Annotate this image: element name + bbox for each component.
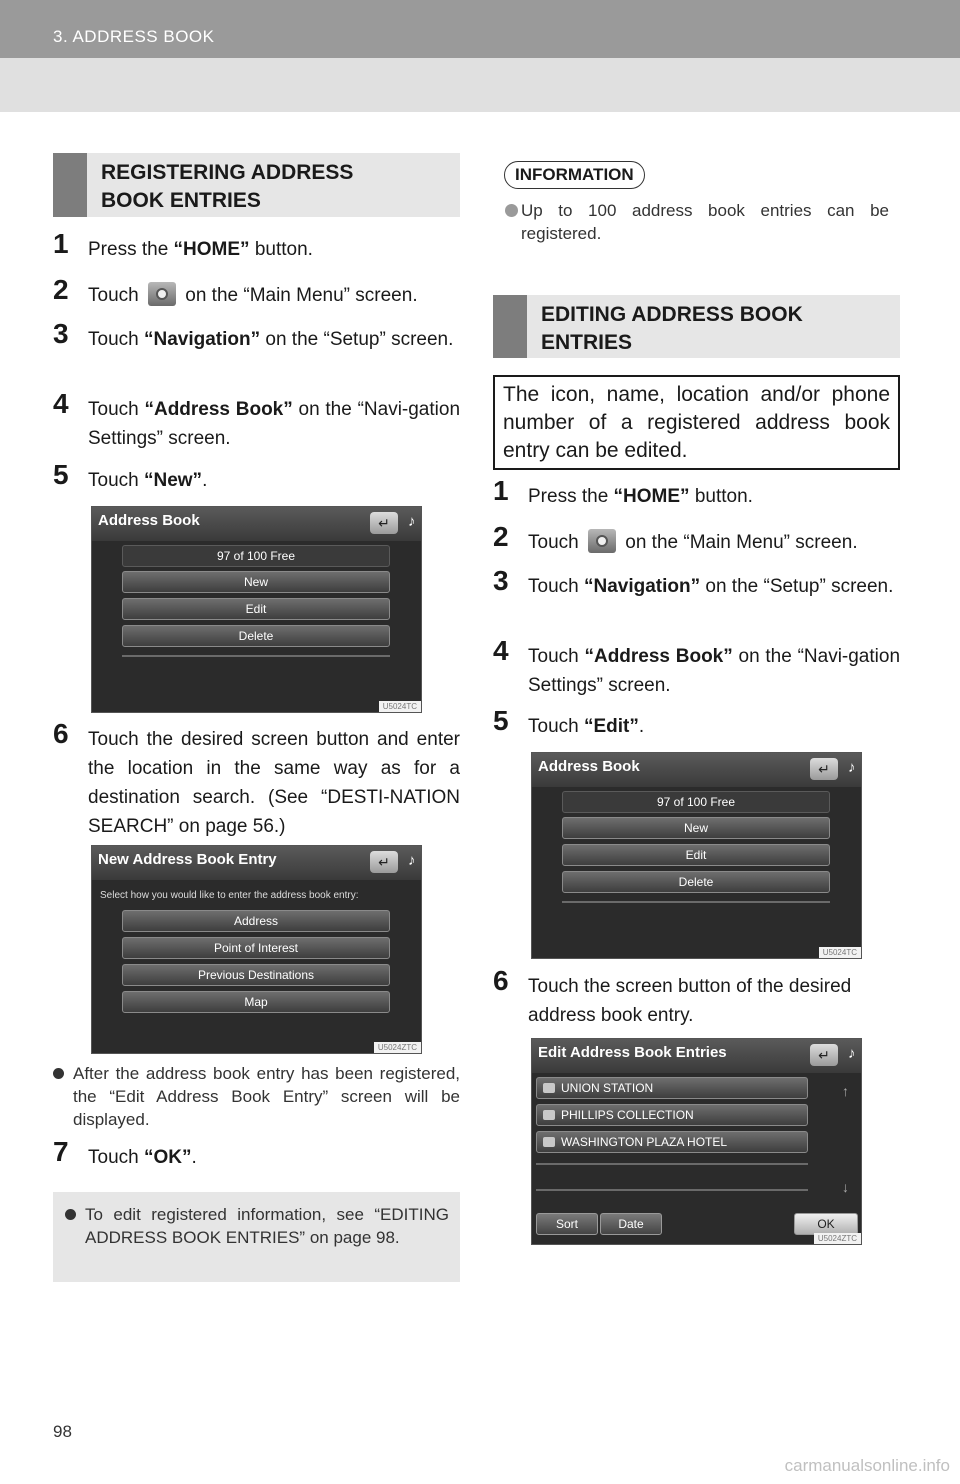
bullet-icon	[53, 1068, 64, 1079]
step-number: 7	[53, 1136, 69, 1167]
chapter-title: 3. ADDRESS BOOK	[53, 27, 215, 46]
audio-icon: ♪	[848, 759, 856, 776]
poi-button: Point of Interest	[122, 937, 390, 959]
step-text: Press the “HOME” button.	[88, 239, 313, 260]
entry-phillips-collection: PHILLIPS COLLECTION	[536, 1104, 808, 1126]
free-count-row: 97 of 100 Free	[562, 791, 830, 813]
date-button: Date	[600, 1213, 662, 1235]
screen-title: New Address Book Entry	[98, 851, 277, 868]
audio-icon: ♪	[408, 513, 416, 530]
editing-intro-box: The icon, name, location and/or phone number of a registered address book entry can be edited.	[493, 375, 900, 470]
edit-button: Edit	[562, 844, 830, 866]
step-text: Press the “HOME” button.	[528, 486, 753, 507]
address-book-screen-2	[531, 752, 862, 959]
audio-icon: ♪	[848, 1045, 856, 1062]
screen-title: Address Book	[98, 512, 200, 529]
divider	[536, 1189, 808, 1191]
delete-button: Delete	[122, 625, 390, 647]
step-text: Touch “Navigation” on the “Setup” screen.	[528, 576, 894, 597]
registering-section-heading	[53, 153, 460, 217]
new-button: New	[562, 817, 830, 839]
scroll-up-icon: ↑	[842, 1083, 849, 1099]
entry-union-station: UNION STATION	[536, 1077, 808, 1099]
step-text: Touch “Navigation” on the “Setup” screen.	[88, 329, 454, 350]
entry-icon	[543, 1110, 555, 1120]
information-text: Up to 100 address book entries can be registered.	[521, 201, 889, 243]
step-text: Touch “OK”.	[88, 1147, 197, 1168]
step-number: 4	[493, 635, 509, 666]
edit-entries-screen	[531, 1038, 862, 1245]
figure-code: U5024TC	[379, 701, 421, 712]
info-bullet-icon	[505, 204, 518, 217]
edit-button: Edit	[122, 598, 390, 620]
editing-heading-text: EDITING ADDRESS BOOK ENTRIES	[541, 303, 803, 354]
sort-button: Sort	[536, 1213, 598, 1235]
back-icon: ↵	[810, 758, 838, 780]
entry-prompt: Select how you would like to enter the address book entry:	[100, 890, 359, 901]
step-text: Touch the desired screen button and enter the location in the same way as for a destination search. (See “DESTI-NATION SEARCH” on page 56.)	[88, 729, 460, 837]
previous-destinations-button: Previous Destinations	[122, 964, 390, 986]
header-sub-band	[0, 58, 960, 112]
divider	[536, 1163, 808, 1165]
step-number: 3	[493, 565, 509, 596]
heading-stripe	[493, 295, 527, 358]
step-number: 6	[493, 965, 509, 996]
step-number: 2	[53, 274, 69, 305]
figure-code: U5024ZTC	[374, 1042, 421, 1053]
back-icon: ↵	[370, 851, 398, 873]
step-text: Touch “Address Book” on the “Navi-gation Settings” screen.	[88, 399, 461, 449]
back-icon: ↵	[370, 512, 398, 534]
editing-section-heading	[493, 295, 900, 358]
step-number: 5	[53, 459, 69, 490]
free-count-row: 97 of 100 Free	[122, 545, 390, 567]
step-number: 2	[493, 521, 509, 552]
entry-icon	[543, 1137, 555, 1147]
divider	[122, 655, 390, 657]
step-text: Touch “Edit”.	[528, 716, 645, 737]
watermark: carmanualsonline.info	[784, 1456, 950, 1475]
bullet-icon	[65, 1209, 76, 1220]
divider	[562, 901, 830, 903]
registering-heading-text: REGISTERING ADDRESS BOOK ENTRIES	[101, 161, 354, 212]
figure-code: U5024ZTC	[814, 1233, 861, 1244]
edit-tip-box	[53, 1192, 460, 1282]
step-number: 5	[493, 705, 509, 736]
new-entry-screen	[91, 845, 422, 1054]
chapter-header-bar	[0, 0, 960, 58]
entry-washington-plaza-hotel: WASHINGTON PLAZA HOTEL	[536, 1131, 808, 1153]
step-number: 6	[53, 718, 69, 749]
entry-icon	[543, 1083, 555, 1093]
audio-icon: ♪	[408, 852, 416, 869]
step-text: Touch “New”.	[88, 470, 208, 491]
step-text: Touch the screen button of the desired address book entry.	[528, 976, 852, 1026]
step-number: 3	[53, 318, 69, 349]
delete-button: Delete	[562, 871, 830, 893]
step-text: Touch on the “Main Menu” screen.	[528, 528, 858, 557]
figure-code: U5024TC	[819, 947, 861, 958]
setup-icon	[148, 282, 176, 306]
information-label: INFORMATION	[504, 161, 645, 189]
heading-stripe	[53, 153, 87, 217]
page-number: 98	[53, 1422, 72, 1441]
address-button: Address	[122, 910, 390, 932]
new-button: New	[122, 571, 390, 593]
scroll-down-icon: ↓	[842, 1179, 849, 1195]
step-number: 4	[53, 388, 69, 419]
step-text: Touch “Address Book” on the “Navi-gation Settings” screen.	[528, 646, 901, 696]
ok-button: OK	[794, 1213, 858, 1235]
screen-title: Edit Address Book Entries	[538, 1044, 727, 1061]
step-number: 1	[53, 228, 69, 259]
back-icon: ↵	[810, 1044, 838, 1066]
address-book-screen	[91, 506, 422, 713]
setup-icon	[588, 529, 616, 553]
screen-title: Address Book	[538, 758, 640, 775]
note-text: After the address book entry has been registered, the “Edit Address Book Entry” screen will be displayed.	[73, 1064, 460, 1129]
step-number: 1	[493, 475, 509, 506]
map-button: Map	[122, 991, 390, 1013]
step-text: Touch on the “Main Menu” screen.	[88, 281, 418, 310]
tip-text: To edit registered information, see “EDITING ADDRESS BOOK ENTRIES” on page 98.	[85, 1205, 449, 1247]
